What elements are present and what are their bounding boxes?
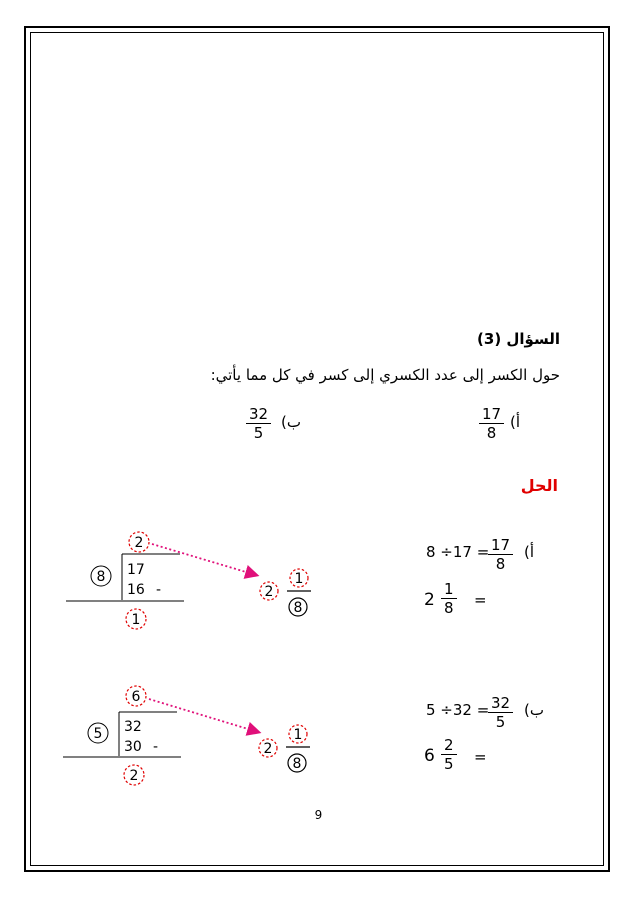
divisor: 8: [96, 569, 106, 585]
denominator: 5: [444, 755, 454, 773]
mapped-whole: 2: [264, 584, 274, 600]
page-number: 9: [314, 808, 323, 822]
question-item-b-label: ب): [281, 413, 301, 431]
solution-a-label: أ): [524, 543, 535, 561]
dividend: 32: [124, 719, 142, 735]
minus-sign: -: [156, 582, 162, 598]
mapped-whole: 2: [263, 741, 273, 757]
product: 30: [124, 739, 142, 755]
denominator: 8: [495, 555, 506, 573]
denominator: 5: [495, 713, 506, 731]
dividend: 17: [127, 562, 145, 578]
minus-sign: -: [153, 739, 159, 755]
arrow: [149, 699, 258, 732]
numerator: 32: [249, 405, 269, 423]
solution-b-division: 5 ÷32 =: [426, 701, 490, 719]
solution-a-division: 8 ÷17 =: [426, 543, 490, 561]
denominator: 5: [253, 424, 264, 442]
solution-a-equals: =: [474, 591, 487, 609]
numerator: 17: [482, 405, 502, 423]
mapped-numerator: 1: [294, 571, 304, 587]
quotient: 2: [134, 535, 144, 551]
question-title: السؤال (3): [477, 330, 560, 348]
product: 16: [127, 582, 145, 598]
question-instruction: حول الكسر إلى عدد الكسري إلى كسر في كل مما يأتي:: [210, 366, 560, 384]
remainder: 2: [129, 768, 139, 784]
remainder: 1: [131, 612, 141, 628]
denominator: 8: [444, 599, 454, 617]
long-division-a: [66, 532, 311, 629]
mapped-numerator: 1: [293, 727, 303, 743]
numerator: 1: [444, 580, 454, 598]
quotient: 6: [131, 689, 141, 705]
divisor: 5: [93, 726, 103, 742]
question-item-a-label: أ): [510, 413, 521, 431]
solution-b-label: ب): [524, 701, 544, 719]
mapped-denominator: 8: [292, 756, 302, 772]
solution-a-whole: 2: [424, 590, 435, 610]
numerator: 2: [444, 736, 454, 754]
denominator: 8: [486, 424, 497, 442]
arrow: [152, 544, 256, 575]
numerator: 32: [491, 694, 511, 712]
solution-b-whole: 6: [424, 746, 435, 766]
solution-title: الحل: [520, 476, 558, 495]
long-division-b: [63, 686, 310, 785]
numerator: 17: [491, 536, 511, 554]
solution-b-equals: =: [474, 748, 487, 766]
mapped-denominator: 8: [293, 600, 303, 616]
